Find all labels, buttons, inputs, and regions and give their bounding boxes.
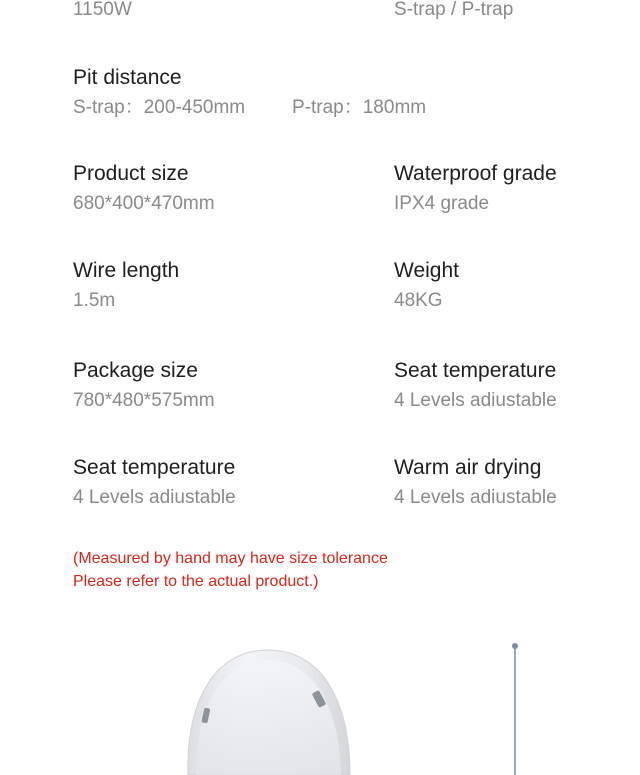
spec-warm-air-drying (394, 455, 557, 510)
spec-label: Product size (73, 162, 189, 185)
spec-product-size (73, 161, 215, 216)
spec-label: Weight (394, 259, 459, 282)
note-line-1: (Measured by hand may have size tolerance (73, 550, 388, 567)
spec-value: 780*480*575mm (73, 390, 215, 411)
spec-value: 1.5m (73, 290, 116, 311)
spec-seat-temperature-2 (73, 455, 236, 510)
spec-label: Warm air drying (394, 456, 542, 479)
spec-label: Waterproof grade (394, 162, 557, 185)
spec-label: Package size (73, 359, 198, 382)
spec-wire-length (73, 258, 179, 313)
spec-package-size (73, 358, 215, 413)
pit-distance-spec (73, 65, 182, 91)
drain-type-value: S-trap / P-trap (394, 0, 514, 20)
spec-value: 4 Levels adiustable (73, 487, 236, 508)
spec-value: IPX4 grade (394, 193, 490, 214)
spec-waterproof-grade (394, 161, 557, 216)
pit-distance-label: Pit distance (73, 66, 182, 89)
size-tolerance-note (73, 547, 388, 593)
toilet-lid (188, 650, 350, 775)
spec-seat-temperature (394, 358, 557, 413)
spec-weight (394, 258, 459, 313)
power-value: 1150W (73, 0, 132, 20)
dimension-line-endpoint (512, 643, 518, 649)
spec-value: 4 Levels adiustable (394, 390, 557, 411)
spec-label: Seat temperature (394, 359, 557, 382)
note-line-2: Please refer to the actual product.) (73, 573, 319, 590)
spec-label: Wire length (73, 259, 180, 282)
spec-value: 48KG (394, 290, 443, 311)
spec-value: 4 Levels adiustable (394, 487, 557, 508)
pit-distance-s-trap: S-trap：200-450mm (73, 97, 246, 118)
toilet-illustration (0, 630, 640, 775)
pit-distance-p-trap: P-trap：180mm (292, 97, 427, 118)
spec-label: Seat temperature (73, 456, 236, 479)
spec-value: 680*400*470mm (73, 193, 215, 214)
